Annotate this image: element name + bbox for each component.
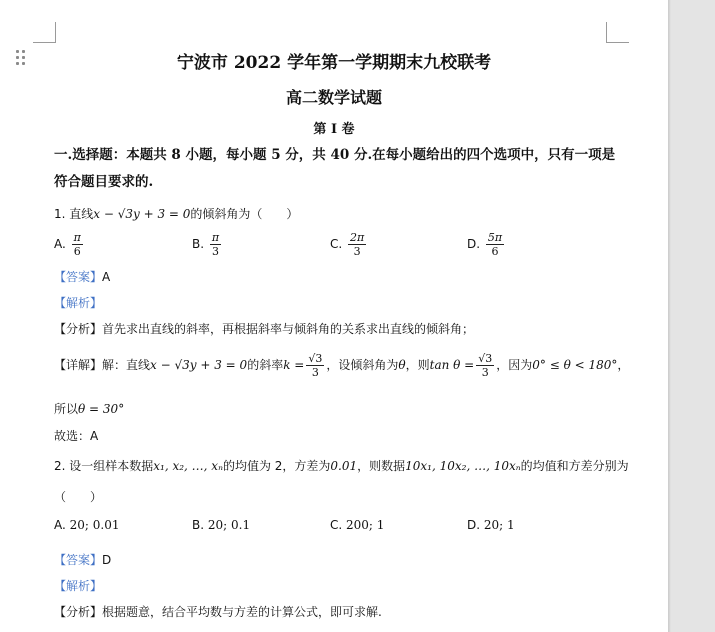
q1-range: 0° ≤ θ < 180° xyxy=(532,358,618,372)
q1-answer-value: A xyxy=(102,270,111,284)
q2-answer-tag: 【答案】 xyxy=(54,553,103,567)
exam-subtitle: 高二数学试题 xyxy=(285,88,382,107)
q1-fenxi-text: 首先求出直线的斜率，再根据斜率与倾斜角的关系求出直线的倾斜角； xyxy=(102,322,475,336)
q1-detail: 【详解】解：直线x − √3y + 3 = 0的斜率k = $\frac{√3}{3}$ ，设倾斜角为θ，则tan θ = $\frac{√3}{3}$ ，因为0° ≤ θ < 180°， xyxy=(54,352,630,379)
q2-scaled-data: 10x₁, 10x₂, …, 10xₙ xyxy=(405,459,521,473)
exam-title: 宁波市 2022 学年第一学期期末九校联考 xyxy=(176,53,492,73)
q1-option-d: D. $\frac{5\pi}{6}$ xyxy=(467,231,503,258)
q1-fenxi xyxy=(54,320,474,337)
q2-fenxi-tag: 【分析】 xyxy=(54,605,103,619)
section-instruction-line2: 符合题目要求的. xyxy=(54,174,154,190)
q2-option-d: D. 20; 1 xyxy=(467,518,515,532)
top-left-crop-mark xyxy=(33,22,56,43)
q1-stem-equation: x − √3y + 3 = 0 xyxy=(93,207,191,221)
q1-tan-fraction: $\frac{√3}{3}$ xyxy=(478,352,493,379)
q1-answer-tag: 【答案】 xyxy=(54,270,103,284)
q1-fenxi-tag: 【分析】 xyxy=(54,322,103,336)
q2-analysis-tag: 【解析】 xyxy=(54,579,103,593)
q1-conclusion: 所以θ = 30° xyxy=(54,402,125,416)
q2-variance: 0.01 xyxy=(330,459,358,473)
q2-stem: 2. 设一组样本数据x₁, x₂, …, xₙ的均值为 2，方差为0.01，则数据10x₁, 10x₂, …, 10xₙ的均值和方差分别为 xyxy=(54,459,629,473)
q1-stem-tail: 的倾斜角为（ ） xyxy=(190,207,299,221)
q1-slope-fraction: $\frac{√3}{3}$ xyxy=(308,352,323,379)
q2-fenxi-text: 根据题意，结合平均数与方差的计算公式，即可求解. xyxy=(102,605,382,619)
q1-analysis-tag: 【解析】 xyxy=(54,296,103,310)
q2-answer-value: D xyxy=(102,553,112,567)
top-right-crop-mark xyxy=(606,22,629,43)
window-gutter xyxy=(668,0,715,632)
q1-option-c-fraction: $\frac{2\pi}{3}$ xyxy=(350,231,365,258)
q1-option-b-fraction: $\frac{\pi}{3}$ xyxy=(211,231,220,258)
q2-fenxi xyxy=(54,603,382,620)
page-shadow-edge xyxy=(668,0,671,632)
q2-option-b: B. 20; 0.1 xyxy=(192,518,251,532)
q1-stem xyxy=(54,205,298,222)
part-heading: 第 I 卷 xyxy=(313,122,355,137)
q1-stem-number: 1. 直线 xyxy=(54,207,94,221)
q1-option-b: B. $\frac{\pi}{3}$ xyxy=(192,231,220,258)
q1-answer xyxy=(54,268,110,285)
q2-option-a: A. 20; 0.01 xyxy=(54,518,120,532)
q2-option-c: C. 200; 1 xyxy=(330,518,385,532)
q1-option-a: A. $\frac{\pi}{6}$ xyxy=(54,231,81,258)
q2-sample-data: x₁, x₂, …, xₙ xyxy=(153,459,223,473)
q1-option-d-fraction: $\frac{5\pi}{6}$ xyxy=(487,231,503,258)
q2-blank: （ ） xyxy=(54,490,103,504)
q1-conclusion-equation: θ = 30° xyxy=(78,402,125,416)
q1-detail-equation: x − √3y + 3 = 0 xyxy=(150,358,248,372)
section-instruction-line1: 一.选择题：本题共 8 小题，每小题 5 分，共 40 分.在每小题给出的四个选项中，只有一项是 xyxy=(54,147,616,163)
q1-option-c: C. $\frac{2\pi}{3}$ xyxy=(330,231,365,258)
q2-stem-lead: 2. 设一组样本数据 xyxy=(54,459,154,473)
q1-choose: 故选：A xyxy=(54,429,99,443)
q2-answer xyxy=(54,551,111,568)
q1-option-a-fraction: $\frac{\pi}{6}$ xyxy=(73,231,81,258)
q1-detail-tag: 【详解】 xyxy=(54,358,103,372)
